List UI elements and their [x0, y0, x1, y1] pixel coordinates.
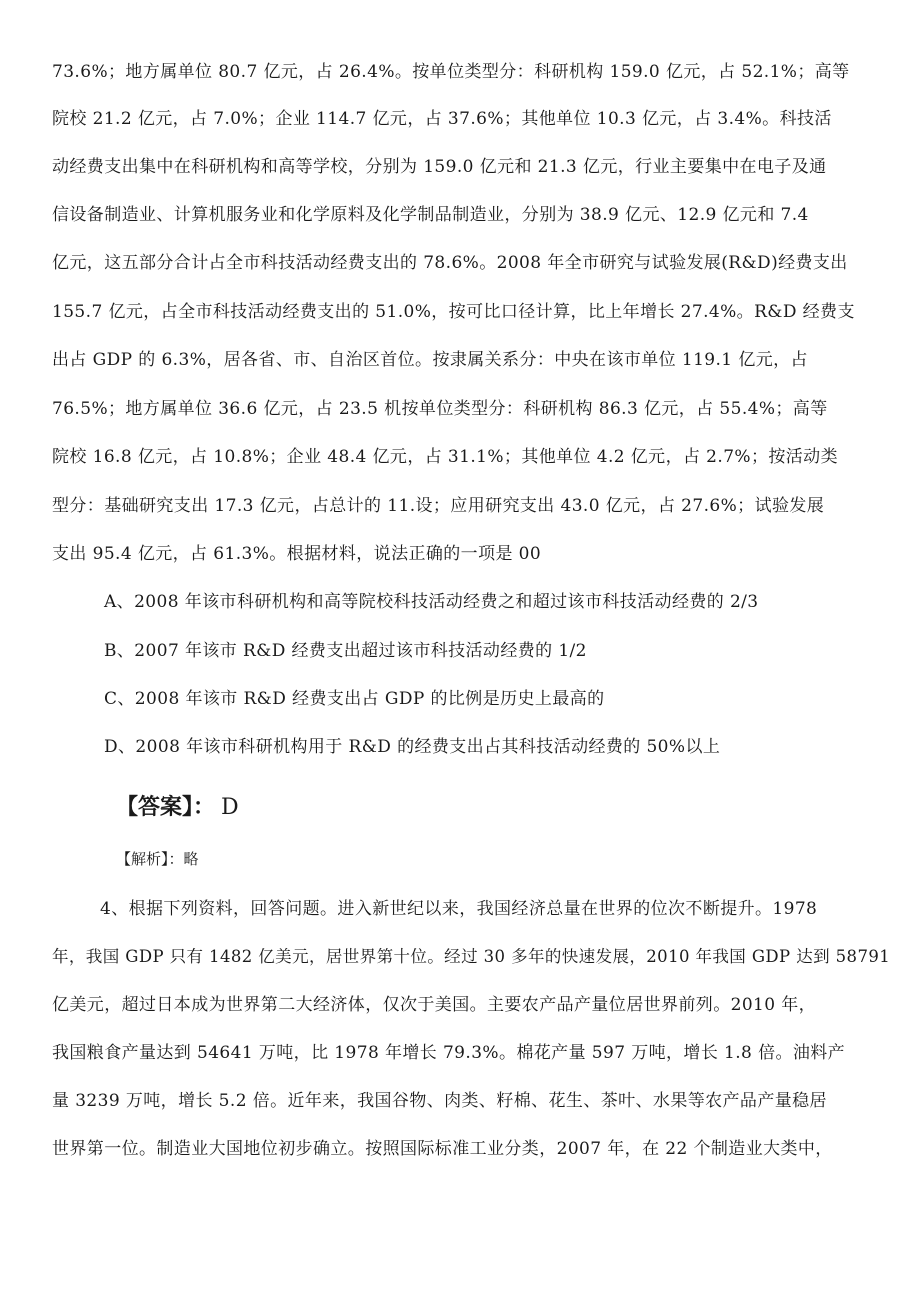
passage-line: 支出 95.4 亿元，占 61.3%。根据材料，说法正确的一项是 00 [52, 544, 542, 564]
option-b: B、2007 年该市 R&D 经费支出超过该市科技活动经费的 1/2 [104, 641, 587, 661]
passage-line: 院校 16.8 亿元，占 10.8%；企业 48.4 亿元，占 31.1%；其他单位 4.2 亿元，占 2.7%；按活动类 [52, 447, 838, 467]
answer-label: 【答案】： [116, 795, 216, 820]
analysis-line [116, 848, 199, 870]
answer-value: D [221, 795, 239, 820]
passage-line: 155.7 亿元，占全市科技活动经费支出的 51.0%，按可比口径计算，比上年增长 27.4%。R&D 经费支 [52, 302, 855, 322]
passage-line: 院校 21.2 亿元，占 7.0%；企业 114.7 亿元，占 37.6%；其他单位 10.3 亿元，占 3.4%。科技活 [52, 109, 832, 129]
passage-line: 动经费支出集中在科研机构和高等学校，分别为 159.0 亿元和 21.3 亿元，行业主要集中在电子及通 [52, 157, 827, 177]
passage-line: 73.6%；地方属单位 80.7 亿元，占 26.4%。按单位类型分：科研机构 159.0 亿元，占 52.1%；高等 [52, 62, 850, 82]
question4-line: 年，我国 GDP 只有 1482 亿美元，居世界第十位。经过 30 多年的快速发展，2010 年我国 GDP 达到 58791 [52, 947, 891, 966]
passage-line: 出占 GDP 的 6.3%，居各省、市、自治区首位。按隶属关系分：中央在该市单位 119.1 亿元，占 [52, 350, 808, 370]
question4-line: 世界第一位。制造业大国地位初步确立。按照国际标准工业分类，2007 年，在 22 个制造业大类中， [52, 1139, 833, 1159]
question4-line: 亿美元，超过日本成为世界第二大经济体，仅次于美国。主要农产品产量位居世界前列。2010 年， [52, 995, 817, 1015]
passage-line: 76.5%；地方属单位 36.6 亿元，占 23.5 机按单位类型分：科研机构 86.3 亿元，占 55.4%；高等 [52, 399, 828, 419]
option-d: D、2008 年该市科研机构用于 R&D 的经费支出占其科技活动经费的 50%以上 [104, 737, 721, 757]
analysis-label: 【解析】： [116, 850, 184, 868]
passage-line: 信设备制造业、计算机服务业和化学原料及化学制品制造业，分别为 38.9 亿元、12.9 亿元和 7.4 [52, 205, 809, 225]
question4-line: 我国粮食产量达到 54641 万吨，比 1978 年增长 79.3%。棉花产量 597 万吨，增长 1.8 倍。油料产 [52, 1043, 846, 1063]
option-a: A、2008 年该市科研机构和高等院校科技活动经费之和超过该市科技活动经费的 2/3 [104, 592, 759, 612]
question4-line: 量 3239 万吨，增长 5.2 倍。近年来，我国谷物、肉类、籽棉、花生、茶叶、水果等农产品产量稳居 [52, 1091, 827, 1111]
option-c: C、2008 年该市 R&D 经费支出占 GDP 的比例是历史上最高的 [104, 689, 605, 709]
analysis-value: 略 [183, 850, 199, 868]
passage-line: 型分：基础研究支出 17.3 亿元，占总计的 11.设；应用研究支出 43.0 亿元，占 27.6%；试验发展 [52, 496, 825, 516]
answer-line [116, 792, 239, 824]
passage-line: 亿元，这五部分合计占全市科技活动经费支出的 78.6%。2008 年全市研究与试验发展(R&D)经费支出 [52, 253, 848, 273]
question4-line: 4、根据下列资料，回答问题。进入新世纪以来，我国经济总量在世界的位次不断提升。1978 [100, 899, 818, 919]
